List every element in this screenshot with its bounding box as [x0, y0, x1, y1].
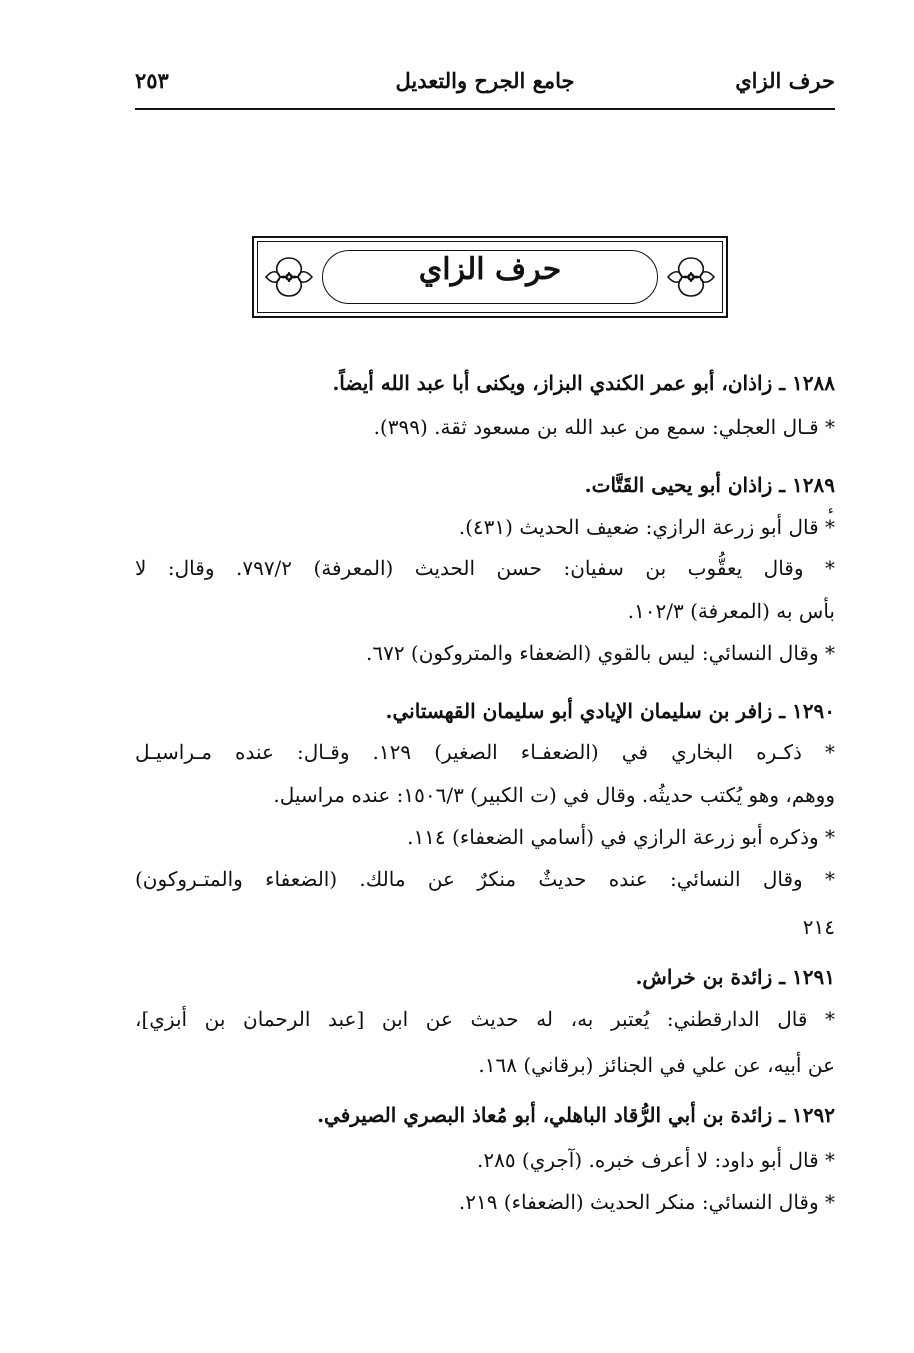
entry-note: * وقال النسائي: عنده حديثٌ منكرٌ عن مالك. (الضعفاء والمتـروكون) — [135, 867, 835, 891]
entry-note-continuation: بأس به (المعرفة) ١٠٢/٣. — [627, 599, 835, 623]
entry-note-continuation: عن أبيه، عن علي في الجنائز (برقاني) ١٦٨. — [478, 1053, 835, 1077]
entry-note: * وذكره أبو زرعة الرازي في (أسامي الضعفاء) ١١٤. — [407, 825, 835, 849]
entry-note: * قال أبو داود: لا أعرف خبره. (آجري) ٢٨٥. — [476, 1148, 835, 1172]
entry-note: * وقال يعقُّوب بن سفيان: حسن الحديث (المعرفة) ٧٩٧/٢. وقال: لا — [135, 556, 835, 580]
header-book-title: جامع الجرح والتعديل — [395, 68, 575, 93]
section-title: حرف الزاي — [418, 252, 562, 287]
running-header — [135, 60, 835, 108]
ornament-right-icon — [664, 252, 718, 302]
entry-note: * وقال النسائي: منكر الحديث (الضعفاء) ٢١٩. — [458, 1190, 835, 1214]
entry-heading-1290: ١٢٩٠ ـ زافر بن سليمان الإيادي أبو سليمان القهستاني. — [385, 699, 835, 723]
header-chapter: حرف الزاي — [735, 68, 835, 93]
entry-note: * وقال النسائي: ليس بالقوي (الضعفاء والمتروكون) ٦٧٢. — [365, 641, 835, 665]
header-rule — [135, 108, 835, 110]
entry-heading-1288: ١٢٨٨ ـ زاذان، أبو عمر الكندي البزاز، ويكنى أبا عبد الله أيضاً. — [332, 371, 835, 395]
entry-note-continuation: ووهم، وهو يُكتب حديثُه. وقال في (ت الكبير) ١٥٠٦/٣: عنده مراسيل. — [273, 783, 835, 807]
entry-note: * ذكـره البخاري في (الضعفـاء الصغير) ١٢٩. وقـال: عنده مـراسيـل — [135, 740, 835, 764]
entry-heading-1291: ١٢٩١ ـ زائدة بن خراش. — [635, 965, 835, 989]
entry-note: * قال أبو زرعة الرازي: ضعيف الحديث (٤٣١). — [458, 515, 835, 539]
section-title-frame — [252, 236, 728, 318]
entry-note: * قال الدارقطني: يُعتبر به، له حديث عن ابن [عبد الرحمان بن أبزي]، — [135, 1007, 835, 1031]
entry-note: * قـال العجلي: سمع من عبد الله بن مسعود ثقة. (٣٩٩). — [373, 415, 835, 439]
entry-note-continuation: ٢١٤ — [802, 915, 835, 939]
entry-heading-1292: ١٢٩٢ ـ زائدة بن أبي الرُّقاد الباهلي، أبو مُعاذ البصري الصيرفي. — [317, 1103, 835, 1127]
entry-heading-1289: ١٢٨٩ ـ زاذان أبو يحيى القَتَّات. — [584, 473, 835, 497]
page-number: ٢٥٣ — [135, 68, 169, 93]
stray-mark: ء — [828, 503, 834, 517]
